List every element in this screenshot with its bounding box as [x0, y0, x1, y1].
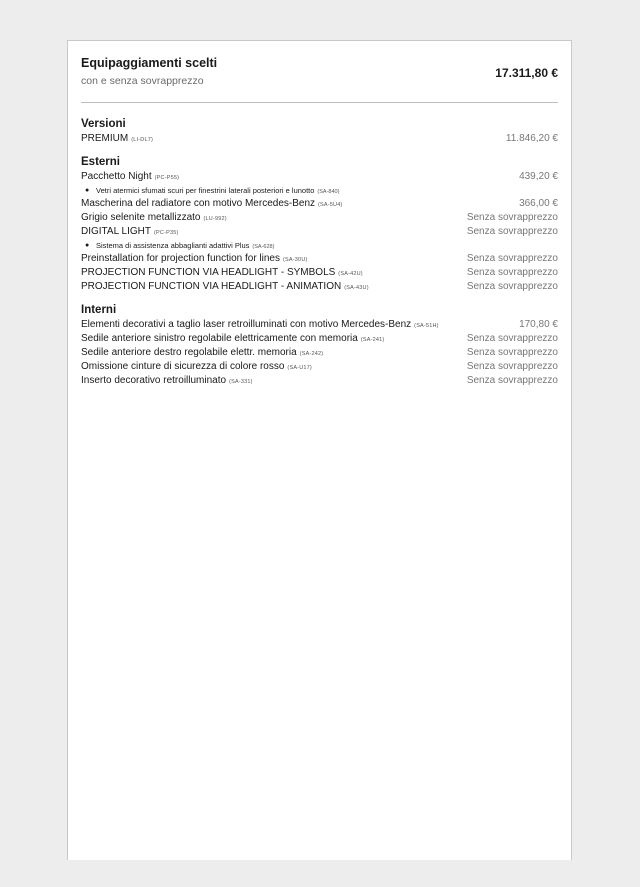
section-title-versioni: Versioni	[81, 118, 126, 130]
bullet-icon: ●	[85, 242, 90, 249]
list-item	[81, 374, 558, 388]
item-code: (SA-42U)	[338, 271, 363, 277]
item-code: (LU-992)	[203, 216, 227, 222]
page-subtitle: con e senza sovrapprezzo	[81, 75, 204, 87]
item-name: DIGITAL LIGHT	[81, 226, 152, 237]
item-name: Grigio selenite metallizzato	[81, 212, 201, 223]
list-item	[81, 346, 558, 360]
item-name: Preinstallation for projection function for lines	[81, 253, 280, 264]
item-price: Senza sovrapprezzo	[466, 347, 558, 358]
item-price: Senza sovrapprezzo	[466, 361, 558, 372]
bullet-icon: ●	[85, 187, 90, 194]
item-code: (PC-P55)	[154, 175, 180, 181]
item-name: Sedile anteriore sinistro regolabile elettricamente con memoria	[81, 333, 358, 344]
item-price: Senza sovrapprezzo	[466, 267, 558, 278]
item-name: Pacchetto Night	[81, 171, 152, 182]
item-code: (SA-241)	[360, 337, 385, 343]
summary-header	[81, 54, 558, 103]
item-code: (SA-331)	[229, 379, 253, 385]
equipment-list	[81, 117, 558, 388]
sub-item-code: (SA-840)	[317, 189, 340, 195]
list-item	[81, 197, 558, 211]
item-code: (SA-51H)	[414, 323, 439, 329]
list-item	[81, 170, 558, 184]
document-page	[67, 40, 572, 860]
item-code: (SA-U17)	[287, 365, 312, 371]
section-title-interni: Interni	[81, 304, 117, 316]
item-price: 366,00 €	[519, 198, 558, 209]
item-price: 170,80 €	[519, 319, 558, 330]
item-code: (SA-5U4)	[318, 202, 343, 208]
item-code: (SA-43U)	[344, 285, 369, 291]
list-item	[81, 211, 558, 225]
item-name: PROJECTION FUNCTION VIA HEADLIGHT - SYMBOLS	[81, 267, 336, 278]
list-item	[81, 266, 558, 280]
item-code: (SA-242)	[299, 351, 324, 357]
list-item	[81, 360, 558, 374]
item-price: Senza sovrapprezzo	[466, 281, 558, 292]
item-name: Omissione cinture di sicurezza di colore rosso	[81, 361, 285, 372]
item-name: PREMIUM	[81, 133, 129, 144]
item-price: 439,20 €	[519, 171, 558, 182]
item-name: Elementi decorativi a taglio laser retroilluminati con motivo Mercedes-Benz	[81, 319, 412, 330]
item-price: Senza sovrapprezzo	[466, 333, 558, 344]
list-item	[81, 132, 558, 146]
item-code: (LI-DL7)	[131, 137, 154, 143]
list-item	[81, 252, 558, 266]
item-price: Senza sovrapprezzo	[466, 226, 558, 237]
item-price: Senza sovrapprezzo	[466, 212, 558, 223]
item-name: PROJECTION FUNCTION VIA HEADLIGHT - ANIMATION	[81, 281, 342, 292]
item-price: Senza sovrapprezzo	[466, 253, 558, 264]
sub-item	[81, 184, 558, 197]
item-name: Sedile anteriore destro regolabile elettr. memoria	[81, 347, 297, 358]
item-price: 11.846,20 €	[505, 133, 558, 144]
sub-item-name: Vetri atermici sfumati scuri per finestrini laterali posteriori e lunotto	[96, 186, 315, 195]
list-item	[81, 280, 558, 294]
total-price: 17.311,80 €	[495, 66, 558, 80]
list-item	[81, 318, 558, 332]
sub-item	[81, 239, 558, 252]
page-title: Equipaggiamenti scelti	[81, 56, 218, 70]
item-price: Senza sovrapprezzo	[466, 375, 558, 386]
item-name: Mascherina del radiatore con motivo Mercedes-Benz	[81, 198, 315, 209]
sub-item-code: (SA-628)	[252, 244, 275, 250]
item-code: (PC-P35)	[154, 230, 179, 236]
list-item	[81, 225, 558, 239]
list-item	[81, 332, 558, 346]
item-name: Inserto decorativo retroilluminato	[81, 375, 227, 386]
section-title-esterni: Esterni	[81, 156, 120, 168]
sub-item-name: Sistema di assistenza abbaglianti adattivi Plus	[96, 241, 250, 250]
item-code: (SA-30U)	[283, 257, 308, 263]
